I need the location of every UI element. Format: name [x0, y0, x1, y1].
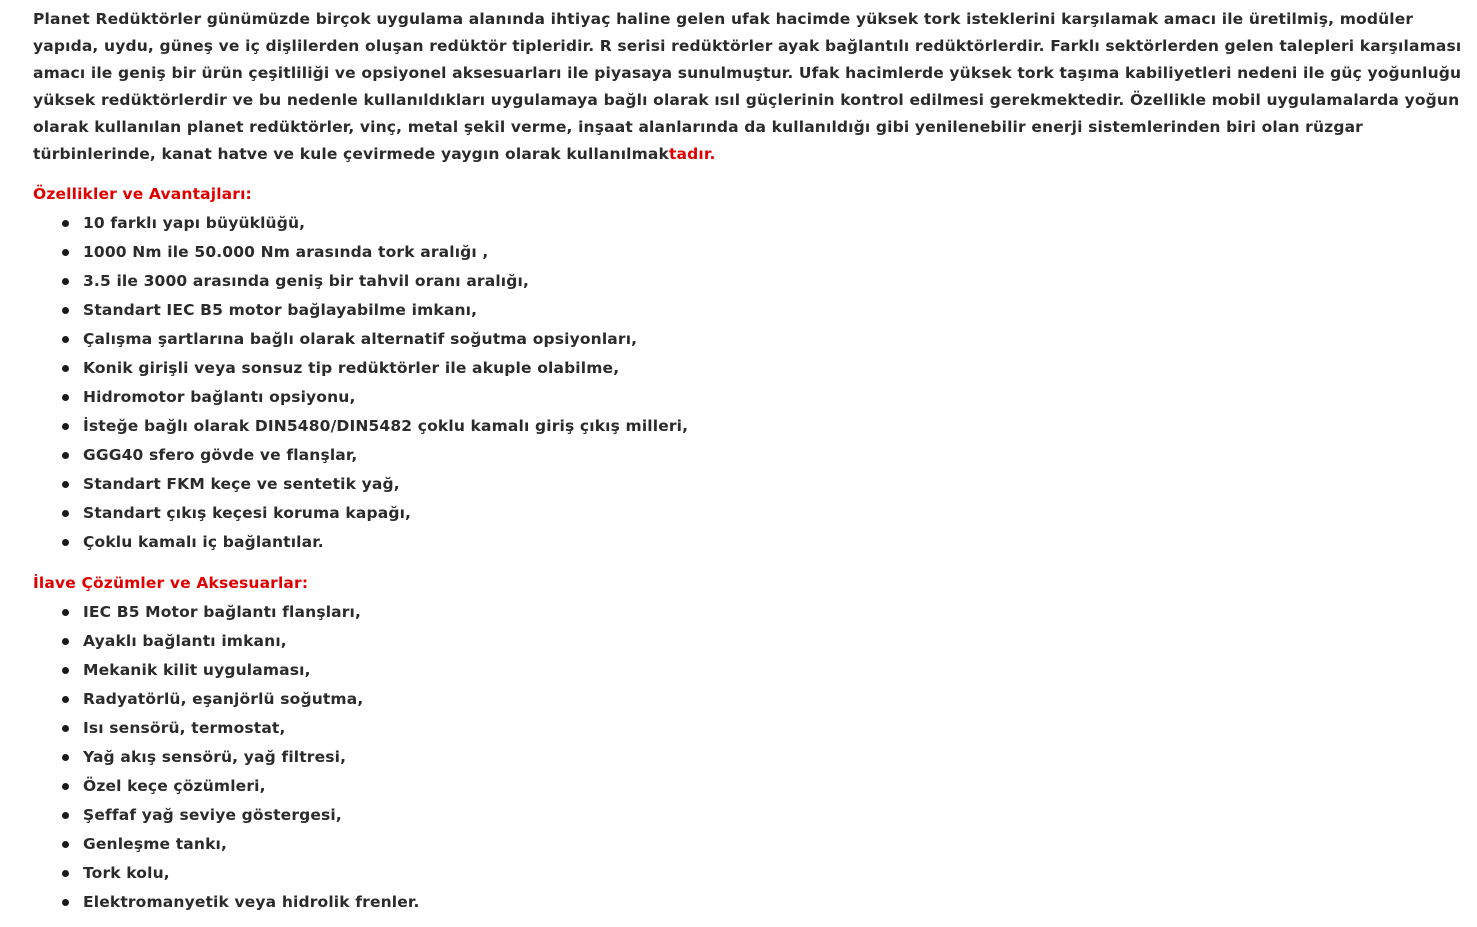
features-list-item: Hidromotor bağlantı opsiyonu, — [83, 383, 1463, 412]
accessories-title: İlave Çözümler ve Aksesuarlar: — [33, 574, 309, 592]
features-list-item: Konik girişli veya sonsuz tip redüktörler ile akuple olabilme, — [83, 354, 1463, 383]
accessories-list-item: Genleşme tankı, — [83, 830, 1463, 859]
intro-accent-text: tadır. — [669, 145, 716, 163]
accessories-list-item: Şeffaf yağ seviye göstergesi, — [83, 801, 1463, 830]
accessories-list-item: Elektromanyetik veya hidrolik frenler. — [83, 888, 1463, 917]
accessories-list — [33, 598, 1463, 917]
intro-text: Planet Redüktörler günümüzde birçok uygulama alanında ihtiyaç haline gelen ufak hacimde yüksek tork isteklerini karşılamak amacı ile üretilmiş, modüler yapıda, uydu, güneş ve iç dişlilerden oluşan redüktör tipleridir. R serisi redüktörler ayak bağlantılı redüktörlerdir. Farklı sektörlerden gelen talepleri karşılaması amacı ile geniş bir ürün çeşitliliği ve opsiyonel aksesuarları ile piyasaya sunulmuştur. Ufak hacimlerde yüksek tork taşıma kabiliyetleri nedeni ile güç yoğunluğu yüksek redüktörlerdir ve bu nedenle kullanıldıkları uygulamaya bağlı olarak ısıl güçlerinin kontrol edilmesi gerekmektedir. Özellikle mobil uygulamalarda yoğun olarak kullanılan planet redüktörler, vinç, metal şekil verme, inşaat alanlarında da kullanıldığı gibi yenilenebilir enerji sistemlerinden biri olan rüzgar türbinlerinde, kanat hatve ve kule çevirmede yaygın olarak kullanılmak — [33, 10, 1462, 163]
accessories-list-item: Isı sensörü, termostat, — [83, 714, 1463, 743]
features-list-item: Çalışma şartlarına bağlı olarak alternatif soğutma opsiyonları, — [83, 325, 1463, 354]
features-list — [33, 209, 1463, 557]
features-list-item: GGG40 sfero gövde ve flanşlar, — [83, 441, 1463, 470]
features-list-item: İsteğe bağlı olarak DIN5480/DIN5482 çoklu kamalı giriş çıkış milleri, — [83, 412, 1463, 441]
accessories-list-item: Tork kolu, — [83, 859, 1463, 888]
accessories-list-item: Radyatörlü, eşanjörlü soğutma, — [83, 685, 1463, 714]
features-list-item: 1000 Nm ile 50.000 Nm arasında tork aralığı , — [83, 238, 1463, 267]
article-content — [33, 6, 1463, 917]
features-list-item: 3.5 ile 3000 arasında geniş bir tahvil oranı aralığı, — [83, 267, 1463, 296]
accessories-list-item: Yağ akış sensörü, yağ filtresi, — [83, 743, 1463, 772]
features-list-item: Çoklu kamalı iç bağlantılar. — [83, 528, 1463, 557]
accessories-list-item: Ayaklı bağlantı imkanı, — [83, 627, 1463, 656]
features-list-item: Standart IEC B5 motor bağlayabilme imkanı, — [83, 296, 1463, 325]
features-title: Özellikler ve Avantajları: — [33, 185, 252, 203]
accessories-list-item: Özel keçe çözümleri, — [83, 772, 1463, 801]
features-list-item: Standart FKM keçe ve sentetik yağ, — [83, 470, 1463, 499]
features-list-item: Standart çıkış keçesi koruma kapağı, — [83, 499, 1463, 528]
accessories-list-item: IEC B5 Motor bağlantı flanşları, — [83, 598, 1463, 627]
accessories-list-item: Mekanik kilit uygulaması, — [83, 656, 1463, 685]
intro-paragraph — [33, 6, 1463, 168]
features-list-item: 10 farklı yapı büyüklüğü, — [83, 209, 1463, 238]
